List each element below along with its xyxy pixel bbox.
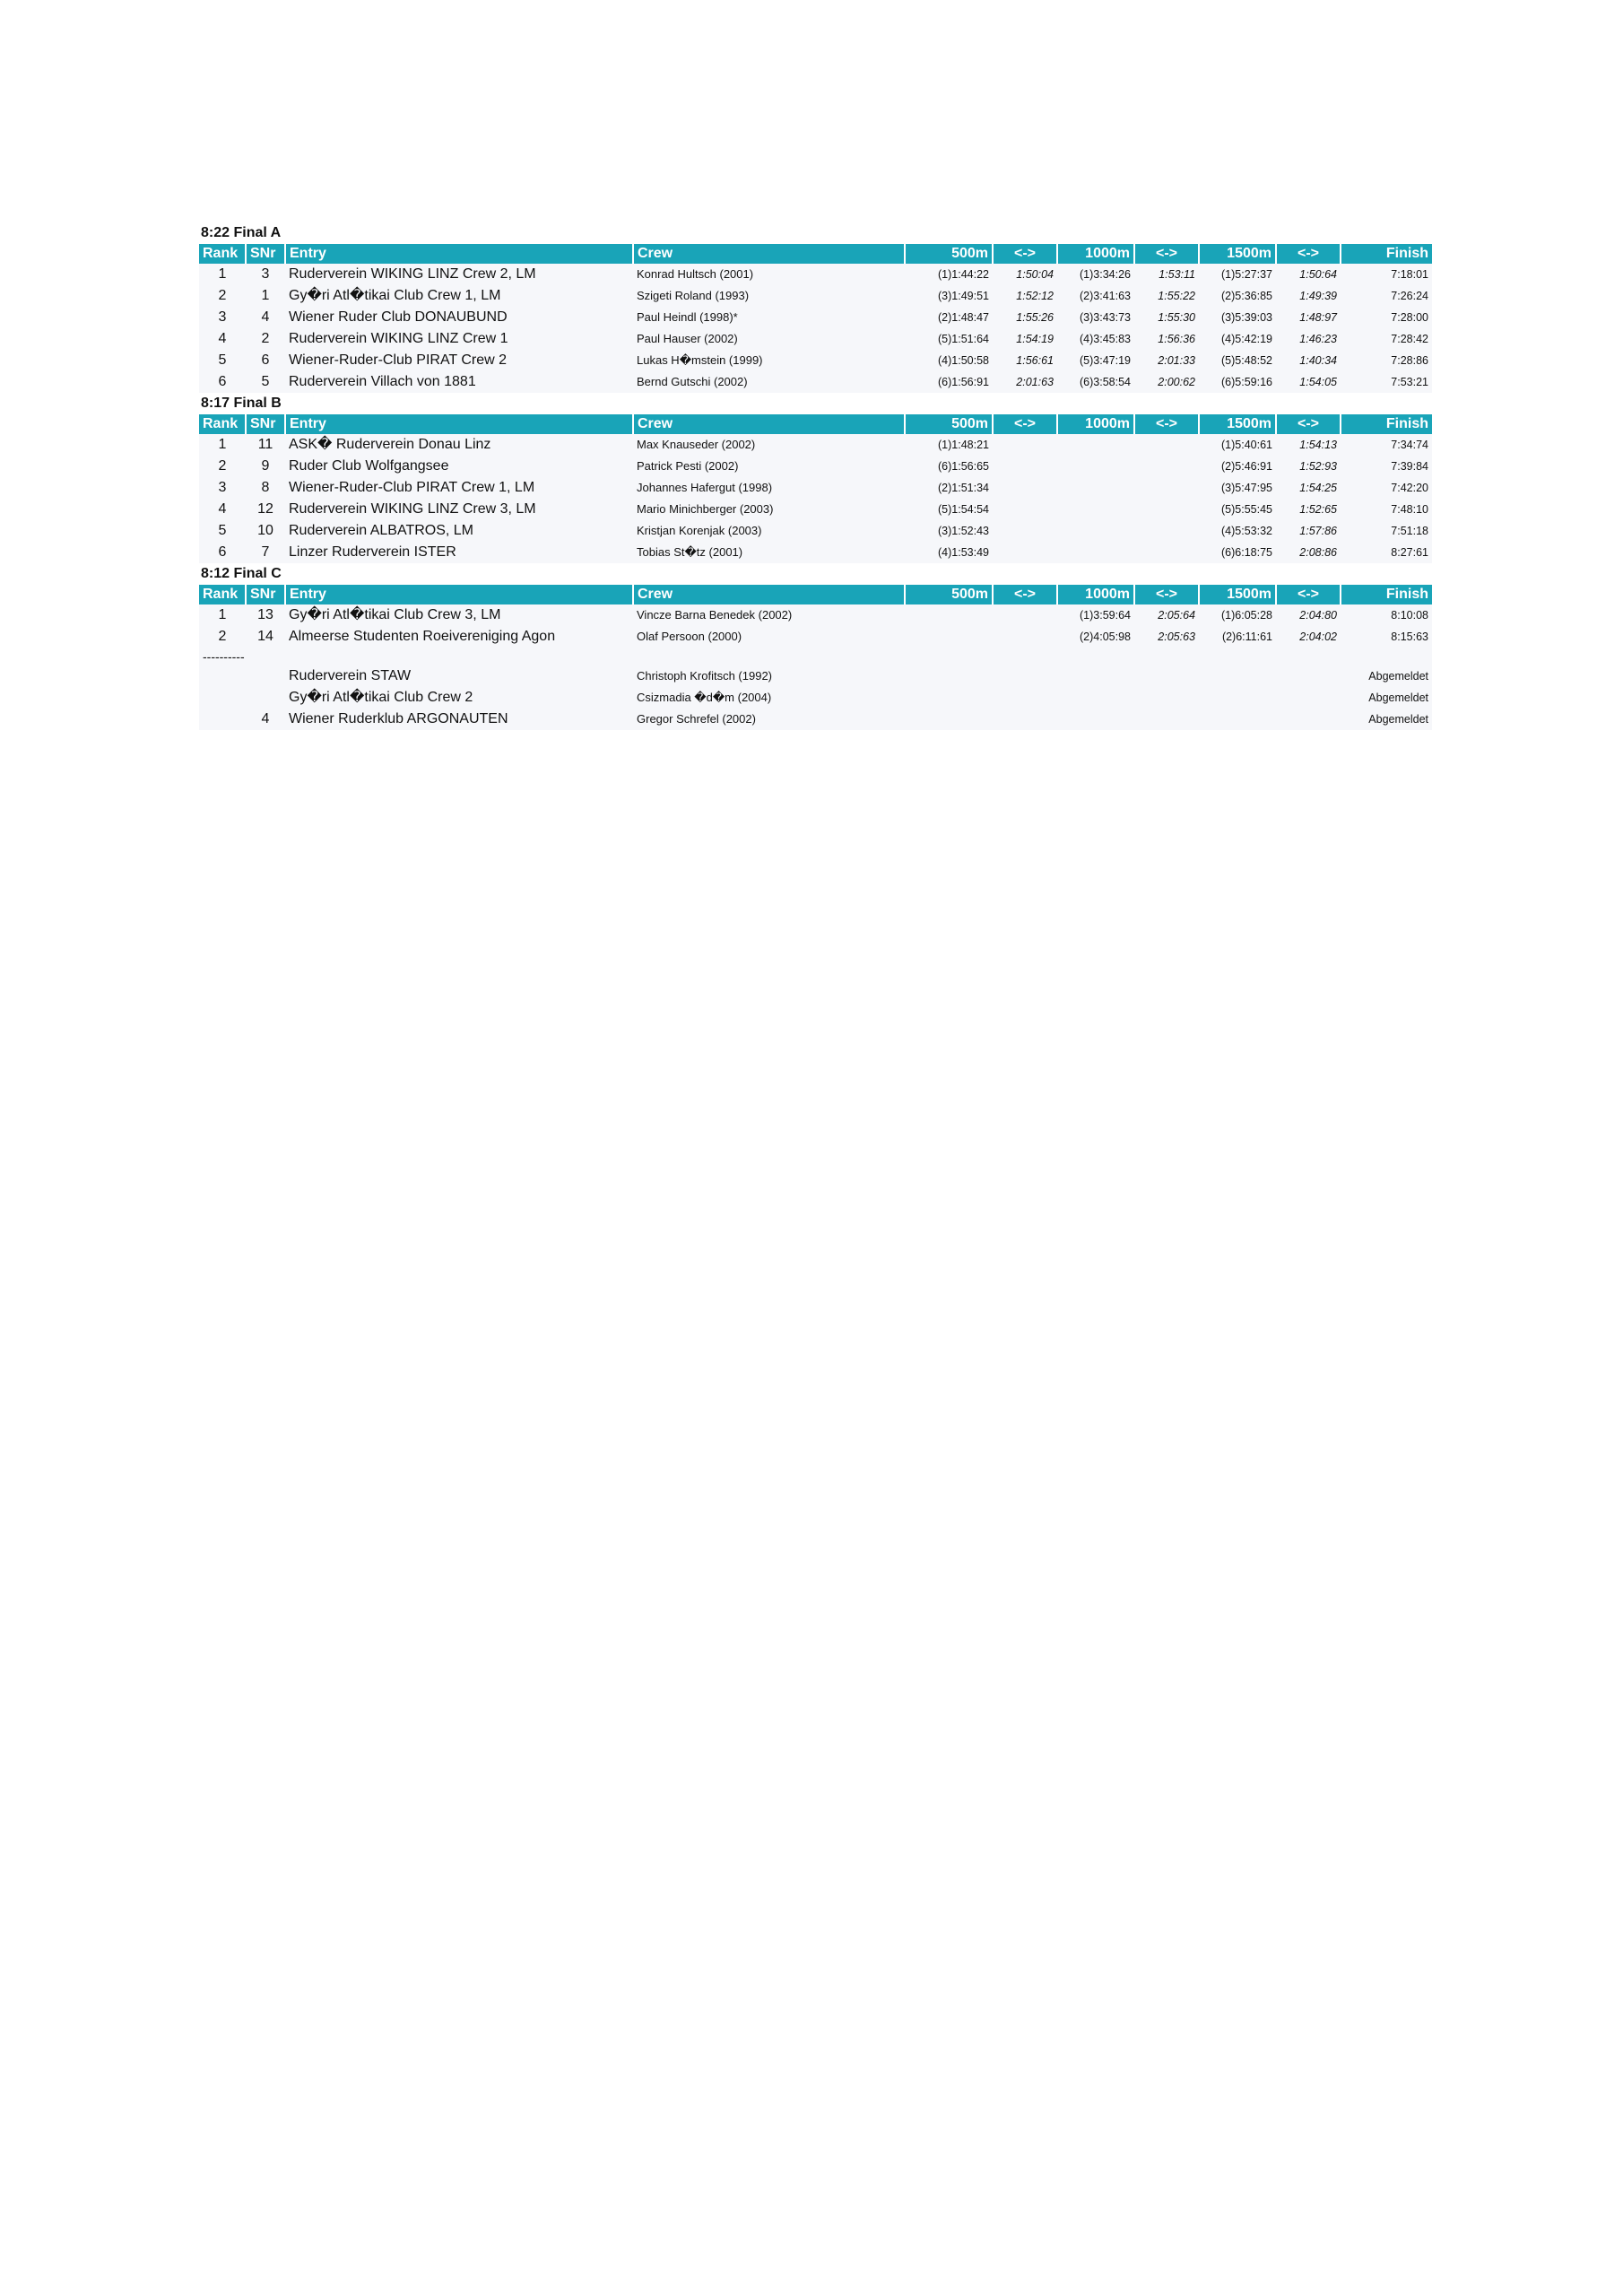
cell-d1	[993, 456, 1057, 477]
cell-s1500: (1)6:05:28	[1221, 609, 1272, 622]
cell-d1	[993, 626, 1057, 648]
header-rank: Rank	[203, 416, 239, 431]
cell-s1000	[1057, 434, 1134, 456]
result-row	[199, 499, 1432, 520]
header-entry: Entry	[285, 585, 633, 604]
cell-crew: Csizmadia �d�m (2004)	[637, 691, 772, 704]
header-s1000: 1000m	[1057, 585, 1134, 604]
withdrawn-row	[199, 709, 1432, 730]
result-row	[199, 434, 1432, 456]
cell-d3: 1:40:34	[1299, 354, 1337, 367]
header-finish: Finish	[1341, 414, 1432, 434]
cell-entry: Wiener Ruder Club DONAUBUND	[289, 309, 508, 325]
cell-finish: 7:48:10	[1391, 503, 1428, 516]
cell-status: Abgemeldet	[1368, 713, 1429, 726]
cell-d2	[1134, 434, 1199, 456]
cell-d3: 1:46:23	[1299, 333, 1337, 345]
header-finish: Finish	[1341, 585, 1432, 604]
cell-s1000: (2)4:05:98	[1080, 631, 1131, 643]
cell-s1500: (2)5:36:85	[1221, 290, 1272, 302]
header-s1000: 1000m	[1057, 244, 1134, 264]
cell-s500: (1)1:48:21	[938, 439, 989, 451]
cell-rank: 1	[218, 437, 227, 452]
cell-snr: 14	[257, 629, 273, 644]
cell-d3: 1:52:65	[1299, 503, 1337, 516]
cell-s500	[905, 604, 993, 626]
cell-crew: Mario Minichberger (2003)	[637, 502, 774, 516]
cell-finish: 7:28:86	[1391, 354, 1428, 367]
header-entry: Entry	[285, 414, 633, 434]
cell-s500: (5)1:54:54	[938, 503, 989, 516]
cell-entry: Wiener Ruderklub ARGONAUTEN	[289, 711, 508, 726]
cell-entry: Almeerse Studenten Roeivereniging Agon	[289, 629, 556, 644]
cell-s1500: (4)5:53:32	[1221, 525, 1272, 537]
header-d1: <->	[993, 414, 1057, 434]
cell-entry: Gy�ri Atl�tikai Club Crew 2	[289, 690, 473, 705]
cell-entry: ASK� Ruderverein Donau Linz	[289, 437, 491, 452]
cell-entry: Ruderverein ALBATROS, LM	[289, 523, 474, 538]
header-crew: Crew	[633, 244, 905, 264]
cell-d2	[1134, 456, 1199, 477]
cell-d2	[1134, 542, 1199, 563]
final-title: 8:22 Final A	[201, 225, 282, 240]
cell-snr: 11	[257, 437, 273, 452]
cell-d2: 2:05:64	[1158, 609, 1195, 622]
cell-d3: 2:08:86	[1299, 546, 1337, 559]
cell-d3: 1:54:13	[1299, 439, 1337, 451]
cell-rank: 4	[218, 501, 227, 517]
result-row	[199, 542, 1432, 563]
result-row	[199, 604, 1432, 626]
cell-finish: 7:51:18	[1391, 525, 1428, 537]
cell-s500: (6)1:56:65	[938, 460, 989, 473]
final-title: 8:12 Final C	[201, 566, 282, 581]
cell-snr: 4	[261, 309, 270, 325]
cell-snr	[246, 665, 285, 687]
cell-rank: 5	[218, 352, 227, 368]
header-entry: Entry	[285, 244, 633, 264]
cell-snr: 1	[261, 288, 270, 303]
cell-s500: (2)1:48:47	[938, 311, 989, 324]
cell-d1	[993, 499, 1057, 520]
cell-entry: Ruderverein WIKING LINZ Crew 3, LM	[289, 501, 536, 517]
result-row	[199, 371, 1432, 393]
cell-crew: Patrick Pesti (2002)	[637, 459, 739, 473]
withdrawn-row	[199, 687, 1432, 709]
cell-snr	[246, 687, 285, 709]
results-table	[199, 585, 1432, 648]
cell-d1	[993, 434, 1057, 456]
cell-finish: 7:28:42	[1391, 333, 1428, 345]
cell-d2: 1:55:22	[1158, 290, 1195, 302]
cell-finish: 7:18:01	[1391, 268, 1428, 281]
cell-d1: 1:55:26	[1016, 311, 1054, 324]
cell-entry: Ruderverein STAW	[289, 668, 412, 683]
cell-rank: 1	[218, 266, 227, 282]
cell-s500: (4)1:50:58	[938, 354, 989, 367]
result-row	[199, 264, 1432, 285]
cell-s1000	[1057, 542, 1134, 563]
results-sheet	[199, 222, 1432, 730]
cell-s1000: (1)3:59:64	[1080, 609, 1131, 622]
header-rank: Rank	[203, 587, 239, 602]
header-s1500: 1500m	[1199, 585, 1276, 604]
header-crew: Crew	[633, 414, 905, 434]
header-d1: <->	[993, 585, 1057, 604]
cell-rank	[199, 687, 246, 709]
cell-s1000: (4)3:45:83	[1080, 333, 1131, 345]
cell-status: Abgemeldet	[1368, 670, 1429, 683]
cell-s1500: (5)5:55:45	[1221, 503, 1272, 516]
cell-rank	[199, 709, 246, 730]
cell-d1: 1:54:19	[1016, 333, 1054, 345]
result-row	[199, 520, 1432, 542]
header-d3: <->	[1276, 244, 1341, 264]
cell-crew: Lukas H�mstein (1999)	[637, 353, 763, 367]
cell-s1000	[1057, 477, 1134, 499]
cell-entry: Wiener-Ruder-Club PIRAT Crew 1, LM	[289, 480, 535, 495]
cell-crew: Tobias St�tz (2001)	[637, 545, 743, 559]
cell-crew: Vincze Barna Benedek (2002)	[637, 608, 793, 622]
cell-s1000	[1057, 499, 1134, 520]
header-d3: <->	[1276, 414, 1341, 434]
separator: ----------	[199, 648, 1432, 665]
header-s1500: 1500m	[1199, 414, 1276, 434]
cell-crew: Johannes Hafergut (1998)	[637, 481, 773, 494]
header-snr: SNr	[246, 244, 285, 264]
cell-d1: 1:56:61	[1016, 354, 1054, 367]
cell-finish: 7:39:84	[1391, 460, 1428, 473]
cell-crew: Christoph Krofitsch (1992)	[637, 669, 773, 683]
header-row	[199, 414, 1432, 434]
header-d3: <->	[1276, 585, 1341, 604]
result-row	[199, 626, 1432, 648]
cell-d3: 1:54:05	[1299, 376, 1337, 388]
cell-entry: Ruderverein WIKING LINZ Crew 1	[289, 331, 508, 346]
cell-d3: 2:04:80	[1299, 609, 1337, 622]
cell-s1000	[1057, 520, 1134, 542]
result-row	[199, 350, 1432, 371]
cell-d3: 1:52:93	[1299, 460, 1337, 473]
cell-s1500: (1)5:40:61	[1221, 439, 1272, 451]
cell-crew: Bernd Gutschi (2002)	[637, 375, 748, 388]
result-row	[199, 328, 1432, 350]
cell-finish: 8:10:08	[1391, 609, 1428, 622]
cell-entry: Linzer Ruderverein ISTER	[289, 544, 456, 560]
cell-snr: 4	[261, 711, 270, 726]
cell-s500: (5)1:51:64	[938, 333, 989, 345]
cell-d2: 2:05:63	[1158, 631, 1195, 643]
cell-entry: Ruderverein WIKING LINZ Crew 2, LM	[289, 266, 536, 282]
cell-status: Abgemeldet	[1368, 691, 1429, 704]
cell-s1000: (2)3:41:63	[1080, 290, 1131, 302]
results-table	[199, 414, 1432, 563]
cell-d3: 1:54:25	[1299, 482, 1337, 494]
cell-finish: 7:53:21	[1391, 376, 1428, 388]
cell-snr: 5	[261, 374, 270, 389]
cell-d2: 1:55:30	[1158, 311, 1195, 324]
cell-s1500: (2)6:11:61	[1221, 631, 1272, 643]
cell-s500: (6)1:56:91	[938, 376, 989, 388]
cell-d2	[1134, 477, 1199, 499]
cell-s1500: (2)5:46:91	[1221, 460, 1272, 473]
cell-d2	[1134, 520, 1199, 542]
cell-s1500: (5)5:48:52	[1221, 354, 1272, 367]
result-row	[199, 307, 1432, 328]
header-s500: 500m	[905, 414, 993, 434]
cell-snr: 3	[261, 266, 270, 282]
cell-crew: Konrad Hultsch (2001)	[637, 267, 754, 281]
final-title: 8:17 Final B	[201, 396, 282, 411]
cell-rank: 2	[218, 629, 227, 644]
header-finish: Finish	[1341, 244, 1432, 264]
cell-rank: 6	[218, 544, 227, 560]
cell-finish: 7:28:00	[1391, 311, 1428, 324]
result-row	[199, 285, 1432, 307]
cell-rank: 1	[218, 607, 227, 622]
cell-s1000: (5)3:47:19	[1080, 354, 1131, 367]
cell-s500	[905, 626, 993, 648]
cell-s1500: (3)5:39:03	[1221, 311, 1272, 324]
cell-d1: 2:01:63	[1016, 376, 1054, 388]
header-crew: Crew	[633, 585, 905, 604]
cell-crew: Paul Heindl (1998)*	[637, 310, 738, 324]
header-s500: 500m	[905, 585, 993, 604]
header-d2: <->	[1134, 414, 1199, 434]
cell-snr: 10	[257, 523, 273, 538]
cell-s500: (4)1:53:49	[938, 546, 989, 559]
cell-rank: 4	[218, 331, 227, 346]
cell-crew: Paul Hauser (2002)	[637, 332, 738, 345]
cell-entry: Gy�ri Atl�tikai Club Crew 3, LM	[289, 607, 501, 622]
header-row	[199, 244, 1432, 264]
cell-s1000: (6)3:58:54	[1080, 376, 1131, 388]
cell-s500: (1)1:44:22	[938, 268, 989, 281]
cell-snr: 12	[257, 501, 273, 517]
cell-rank	[199, 665, 246, 687]
cell-d1	[993, 604, 1057, 626]
cell-s500: (2)1:51:34	[938, 482, 989, 494]
cell-s1500: (6)5:59:16	[1221, 376, 1272, 388]
result-row	[199, 477, 1432, 499]
cell-d3: 1:57:86	[1299, 525, 1337, 537]
cell-d2: 2:01:33	[1158, 354, 1195, 367]
cell-s1500: (1)5:27:37	[1221, 268, 1272, 281]
header-s1500: 1500m	[1199, 244, 1276, 264]
cell-rank: 3	[218, 480, 227, 495]
cell-rank: 3	[218, 309, 227, 325]
cell-finish: 7:26:24	[1391, 290, 1428, 302]
cell-crew: Szigeti Roland (1993)	[637, 289, 750, 302]
cell-entry: Wiener-Ruder-Club PIRAT Crew 2	[289, 352, 508, 368]
cell-crew: Kristjan Korenjak (2003)	[637, 524, 762, 537]
cell-rank: 5	[218, 523, 227, 538]
withdrawn-row	[199, 665, 1432, 687]
cell-d1: 1:50:04	[1016, 268, 1054, 281]
cell-s1000: (1)3:34:26	[1080, 268, 1131, 281]
cell-snr: 6	[261, 352, 270, 368]
cell-crew: Gregor Schrefel (2002)	[637, 712, 756, 726]
header-snr: SNr	[246, 414, 285, 434]
header-snr: SNr	[246, 585, 285, 604]
cell-crew: Max Knauseder (2002)	[637, 438, 756, 451]
cell-s1500: (4)5:42:19	[1221, 333, 1272, 345]
cell-entry: Gy�ri Atl�tikai Club Crew 1, LM	[289, 288, 501, 303]
cell-finish: 8:15:63	[1391, 631, 1428, 643]
cell-s1000	[1057, 456, 1134, 477]
header-s500: 500m	[905, 244, 993, 264]
cell-crew: Olaf Persoon (2000)	[637, 630, 742, 643]
cell-s1500: (6)6:18:75	[1221, 546, 1272, 559]
cell-finish: 8:27:61	[1391, 546, 1428, 559]
cell-d2	[1134, 499, 1199, 520]
header-d2: <->	[1134, 585, 1199, 604]
results-table	[199, 244, 1432, 393]
cell-d3: 2:04:02	[1299, 631, 1337, 643]
cell-rank: 6	[218, 374, 227, 389]
cell-snr: 9	[261, 458, 270, 474]
cell-d2: 2:00:62	[1158, 376, 1195, 388]
cell-snr: 7	[261, 544, 270, 560]
cell-s500: (3)1:49:51	[938, 290, 989, 302]
cell-d1	[993, 542, 1057, 563]
header-rank: Rank	[203, 246, 239, 261]
cell-d1: 1:52:12	[1016, 290, 1054, 302]
header-row	[199, 585, 1432, 604]
cell-finish: 7:34:74	[1391, 439, 1428, 451]
header-s1000: 1000m	[1057, 414, 1134, 434]
cell-d3: 1:50:64	[1299, 268, 1337, 281]
cell-rank: 2	[218, 288, 227, 303]
cell-s1500: (3)5:47:95	[1221, 482, 1272, 494]
cell-entry: Ruderverein Villach von 1881	[289, 374, 476, 389]
cell-d3: 1:49:39	[1299, 290, 1337, 302]
result-row	[199, 456, 1432, 477]
cell-d1	[993, 520, 1057, 542]
cell-snr: 2	[261, 331, 270, 346]
cell-d2: 1:56:36	[1158, 333, 1195, 345]
withdrawn-table	[199, 665, 1432, 730]
cell-d1	[993, 477, 1057, 499]
cell-finish: 7:42:20	[1391, 482, 1428, 494]
header-d2: <->	[1134, 244, 1199, 264]
cell-d3: 1:48:97	[1299, 311, 1337, 324]
cell-snr: 8	[261, 480, 270, 495]
cell-s500: (3)1:52:43	[938, 525, 989, 537]
cell-s1000: (3)3:43:73	[1080, 311, 1131, 324]
cell-entry: Ruder Club Wolfgangsee	[289, 458, 449, 474]
cell-snr: 13	[257, 607, 273, 622]
header-d1: <->	[993, 244, 1057, 264]
cell-rank: 2	[218, 458, 227, 474]
cell-d2: 1:53:11	[1159, 268, 1195, 281]
